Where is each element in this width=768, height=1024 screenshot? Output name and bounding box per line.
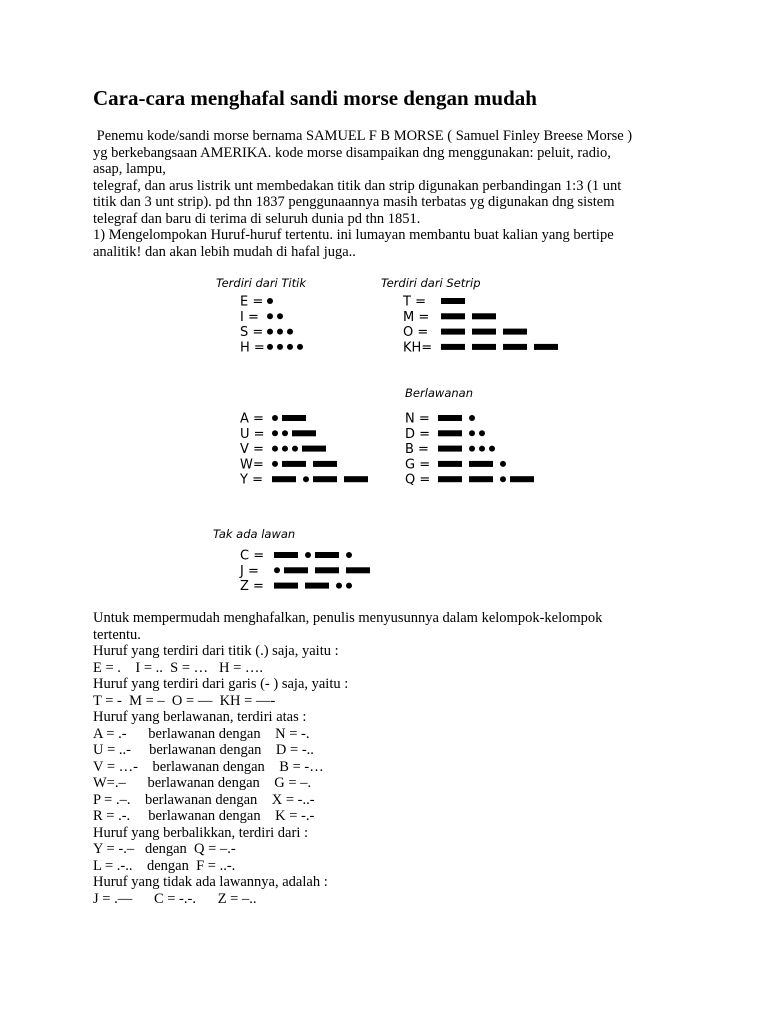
morse-letter-label: Z = bbox=[240, 579, 264, 595]
morse-dash bbox=[472, 313, 496, 319]
intro-line: yg berkebangsaan AMERIKA. kode morse disampaikan dng menggunakan: peluit, radio, bbox=[93, 144, 611, 161]
morse-dash bbox=[438, 476, 462, 482]
body-line: Huruf yang berbalikkan, terdiri dari : bbox=[93, 824, 309, 841]
intro-line: titik dan 3 unt strip). pd thn 1837 penggunaannya masih terbatas yg digunakan dng sistem bbox=[93, 194, 615, 210]
morse-letter-label: A = bbox=[240, 411, 264, 427]
morse-letter-label: E = bbox=[240, 294, 264, 310]
morse-group-heading: Terdiri dari Setrip bbox=[381, 276, 481, 290]
morse-dot bbox=[287, 344, 293, 350]
morse-dot bbox=[346, 583, 352, 589]
morse-dash bbox=[346, 567, 370, 573]
morse-dot bbox=[277, 329, 283, 335]
morse-dash bbox=[274, 583, 298, 589]
morse-group bbox=[216, 276, 307, 355]
morse-group bbox=[239, 412, 368, 488]
morse-letter-label: T = bbox=[403, 294, 426, 310]
morse-dot bbox=[469, 446, 475, 452]
morse-dot bbox=[346, 552, 352, 558]
morse-dash bbox=[274, 552, 298, 558]
morse-dash bbox=[315, 567, 339, 573]
morse-dot bbox=[303, 476, 309, 482]
morse-dot bbox=[489, 446, 495, 452]
morse-dash bbox=[282, 461, 306, 467]
morse-letter-label: B = bbox=[405, 442, 429, 458]
body-line: A = .- berlawanan dengan N = -. bbox=[93, 725, 310, 742]
morse-dot bbox=[292, 446, 298, 452]
morse-dot bbox=[297, 344, 303, 350]
morse-dot bbox=[479, 430, 485, 436]
morse-dash bbox=[441, 298, 465, 304]
morse-dash bbox=[313, 461, 337, 467]
morse-dot bbox=[336, 583, 342, 589]
morse-dash bbox=[302, 446, 326, 452]
morse-dot bbox=[274, 567, 280, 573]
morse-dash bbox=[438, 461, 462, 467]
morse-dot bbox=[267, 313, 273, 319]
morse-dot bbox=[277, 344, 283, 350]
morse-dash bbox=[503, 344, 527, 350]
morse-letter-label: M = bbox=[403, 309, 430, 325]
morse-dash bbox=[469, 461, 493, 467]
morse-letter-label: U = bbox=[240, 426, 265, 442]
morse-dash bbox=[315, 552, 339, 558]
intro-line: Penemu kode/sandi morse bernama SAMUEL F B MORSE ( Samuel Finley Breese Morse ) bbox=[93, 128, 633, 144]
morse-letter-label: W= bbox=[240, 457, 264, 473]
morse-dash bbox=[472, 344, 496, 350]
morse-dot bbox=[305, 552, 311, 558]
morse-dash bbox=[441, 344, 465, 350]
morse-dot bbox=[272, 430, 278, 436]
morse-dash bbox=[305, 583, 329, 589]
body-line: W=.– berlawanan dengan G = –. bbox=[93, 775, 312, 791]
morse-dash bbox=[344, 476, 368, 482]
morse-dot bbox=[267, 329, 273, 335]
body-line: E = . I = .. S = … H = …. bbox=[93, 659, 264, 676]
morse-dash bbox=[272, 476, 296, 482]
body-line: V = …- berlawanan dengan B = -… bbox=[93, 758, 324, 775]
morse-group bbox=[213, 527, 370, 594]
morse-dash bbox=[438, 415, 462, 421]
intro-line: telegraf, dan arus listrik unt membedakan titik dan strip digunakan perbandingan 1:3 (1 unt bbox=[93, 177, 622, 194]
morse-dash bbox=[469, 476, 493, 482]
morse-letter-label: J = bbox=[240, 563, 259, 579]
morse-dot bbox=[272, 415, 278, 421]
body-line: T = - M = – O = — KH = —- bbox=[93, 692, 276, 709]
morse-letter-label: V = bbox=[240, 442, 264, 458]
intro-line: asap, lampu, bbox=[93, 161, 166, 177]
morse-letter-label: D = bbox=[405, 426, 431, 442]
morse-letter-label: S = bbox=[240, 325, 264, 341]
body-line: P = .–. berlawanan dengan X = -..- bbox=[93, 791, 315, 808]
body-line: Y = -.– dengan Q = –.- bbox=[93, 841, 236, 857]
morse-group-heading: Terdiri dari Titik bbox=[216, 276, 306, 290]
grouping-explanation bbox=[93, 610, 733, 907]
morse-letter-label: N = bbox=[405, 411, 430, 427]
morse-letter-label: Y = bbox=[240, 472, 263, 488]
body-line: Huruf yang terdiri dari garis (- ) saja, yaitu : bbox=[93, 676, 349, 692]
morse-dot bbox=[500, 461, 506, 467]
intro-line: 1) Mengelompokan Huruf-huruf tertentu. ini lumayan membantu buat kalian yang bertipe bbox=[93, 227, 614, 243]
body-line: Huruf yang berlawanan, terdiri atas : bbox=[93, 709, 307, 725]
morse-dash bbox=[284, 567, 308, 573]
morse-dash bbox=[282, 415, 306, 421]
morse-dash bbox=[534, 344, 558, 350]
morse-dot bbox=[277, 313, 283, 319]
morse-group bbox=[405, 386, 534, 488]
page-title: Cara-cara menghafal sandi morse dengan mudah bbox=[93, 86, 537, 110]
body-line: R = .-. berlawanan dengan K = -.- bbox=[93, 808, 315, 824]
morse-dot bbox=[287, 329, 293, 335]
body-line: Untuk mempermudah menghafalkan, penulis menyusunnya dalam kelompok-kelompok bbox=[93, 610, 603, 626]
morse-letter-label: KH= bbox=[403, 340, 433, 356]
morse-dot bbox=[282, 430, 288, 436]
morse-dash bbox=[510, 476, 534, 482]
morse-dash bbox=[503, 329, 527, 335]
body-line: J = .— C = -.-. Z = –.. bbox=[93, 890, 257, 907]
morse-group-heading: Berlawanan bbox=[405, 386, 474, 400]
morse-letter-label: O = bbox=[403, 325, 429, 341]
body-line: tertentu. bbox=[93, 626, 141, 643]
intro-line: analitik! dan akan lebih mudah di hafal juga.. bbox=[93, 243, 356, 260]
morse-dash bbox=[438, 446, 462, 452]
morse-dot bbox=[272, 446, 278, 452]
morse-letter-label: H = bbox=[240, 340, 265, 356]
morse-group bbox=[381, 276, 558, 355]
intro-line: telegraf dan baru di terima di seluruh dunia pd thn 1851. bbox=[93, 210, 421, 227]
morse-group-heading: Tak ada lawan bbox=[213, 527, 296, 541]
body-line: Huruf yang tidak ada lawannya, adalah : bbox=[93, 874, 328, 890]
morse-dot bbox=[500, 476, 506, 482]
morse-dash bbox=[441, 313, 465, 319]
morse-dot bbox=[267, 344, 273, 350]
morse-dot bbox=[272, 461, 278, 467]
morse-letter-label: I = bbox=[240, 309, 259, 325]
body-line: L = .-.. dengan F = ..-. bbox=[93, 857, 236, 874]
morse-dot bbox=[479, 446, 485, 452]
morse-dot bbox=[469, 430, 475, 436]
morse-dot bbox=[267, 298, 273, 304]
body-line: Huruf yang terdiri dari titik (.) saja, yaitu : bbox=[93, 643, 339, 659]
morse-dot bbox=[282, 446, 288, 452]
morse-dash bbox=[438, 430, 462, 436]
morse-dash bbox=[441, 329, 465, 335]
morse-letter-label: Q = bbox=[405, 472, 431, 488]
body-line: U = ..- berlawanan dengan D = -.. bbox=[93, 742, 314, 758]
morse-dash bbox=[472, 329, 496, 335]
morse-letter-label: C = bbox=[240, 548, 265, 564]
morse-letter-label: G = bbox=[405, 457, 431, 473]
morse-dash bbox=[292, 430, 316, 436]
morse-dash bbox=[313, 476, 337, 482]
morse-dot bbox=[469, 415, 475, 421]
